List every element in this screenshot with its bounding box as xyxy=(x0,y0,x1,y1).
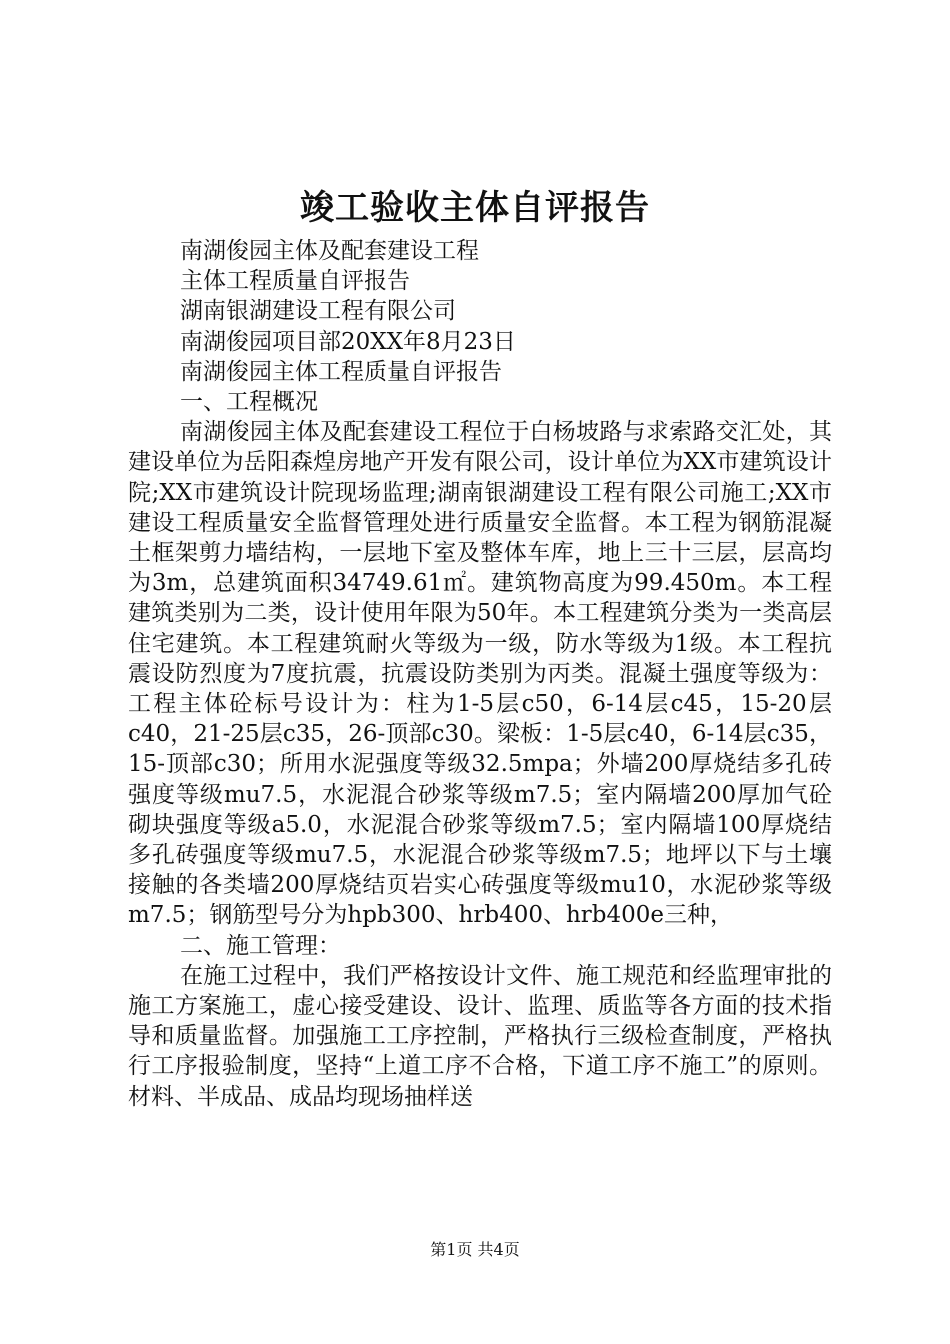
report-name-line: 主体工程质量自评报告 xyxy=(180,268,410,295)
page-footer: 第1页 共4页 xyxy=(430,1240,520,1259)
document-title: 竣工验收主体自评报告 xyxy=(300,188,650,228)
document-body xyxy=(128,236,832,1112)
section-body-management: 在施工过程中，我们严格按设计文件、施工规范和经监理审批的施工方案施工，虚心接受建设、设计、监理、质监等各方面的技术指导和质量监督。加强施工工序控制，严格执行三级检查制度，严格执行工序报验制度，坚持“上道工序不合格，下道工序不施工”的原则。材料、半成品、成品均现场抽样送 xyxy=(128,962,832,1110)
project-name-line: 南湖俊园主体及配套建设工程 xyxy=(180,238,479,264)
section-heading-overview: 一、工程概况 xyxy=(180,389,318,416)
section-body-overview: 南湖俊园主体及配套建设工程位于白杨坡路与求索路交汇处，其建设单位为岳阳森煌房地产开发有限公司，设计单位为XX市建筑设计院;XX市建筑设计院现场监理;湖南银湖建设工程有限公司施工;XX市建设工程质量安全监督管理处进行质量安全监督。本工程为钢筋混凝土框架剪力墙结构，一层地下室及整体车库，地上三十三层，层高均为3m，总建筑面积34749.61㎡。建筑物高度为99.450m。本工程建筑类别为二类，设计使用年限为50年。本工程建筑分类为一类高层住宅建筑。本工程建筑耐火等级为一级，防水等级为1级。本工程抗震设防烈度为7度抗震，抗震设防类别为丙类。混凝土强度等级为：工程主体砼标号设计为：柱为1-5层c50，6-14层c45，15-20层c40，21-25层c35，26-顶部c30。梁板：1-5层c40，6-14层c35，15-顶部c30；所用水泥强度等级32.5mpa；外墙200厚烧结多孔砖强度等级mu7.5，水泥混合砂浆等级m7.5；室内隔墙200厚加气砼砌块强度等级a5.0，水泥混合砂浆等级m7.5；室内隔墙100厚烧结多孔砖强度等级mu7.5，水泥混合砂浆等级m7.5；地坪以下与土壤接触的各类墙200厚烧结页岩实心砖强度等级mu10，水泥砂浆等级m7.5；钢筋型号分为hpb300、hrb400、hrb400e三种， xyxy=(128,419,832,929)
department-date-line: 南湖俊园项目部20XX年8月23日 xyxy=(180,328,516,355)
company-name-line: 湖南银湖建设工程有限公司 xyxy=(180,298,456,325)
section-heading-management: 二、施工管理： xyxy=(180,932,341,959)
report-subtitle-line: 南湖俊园主体工程质量自评报告 xyxy=(180,358,502,385)
